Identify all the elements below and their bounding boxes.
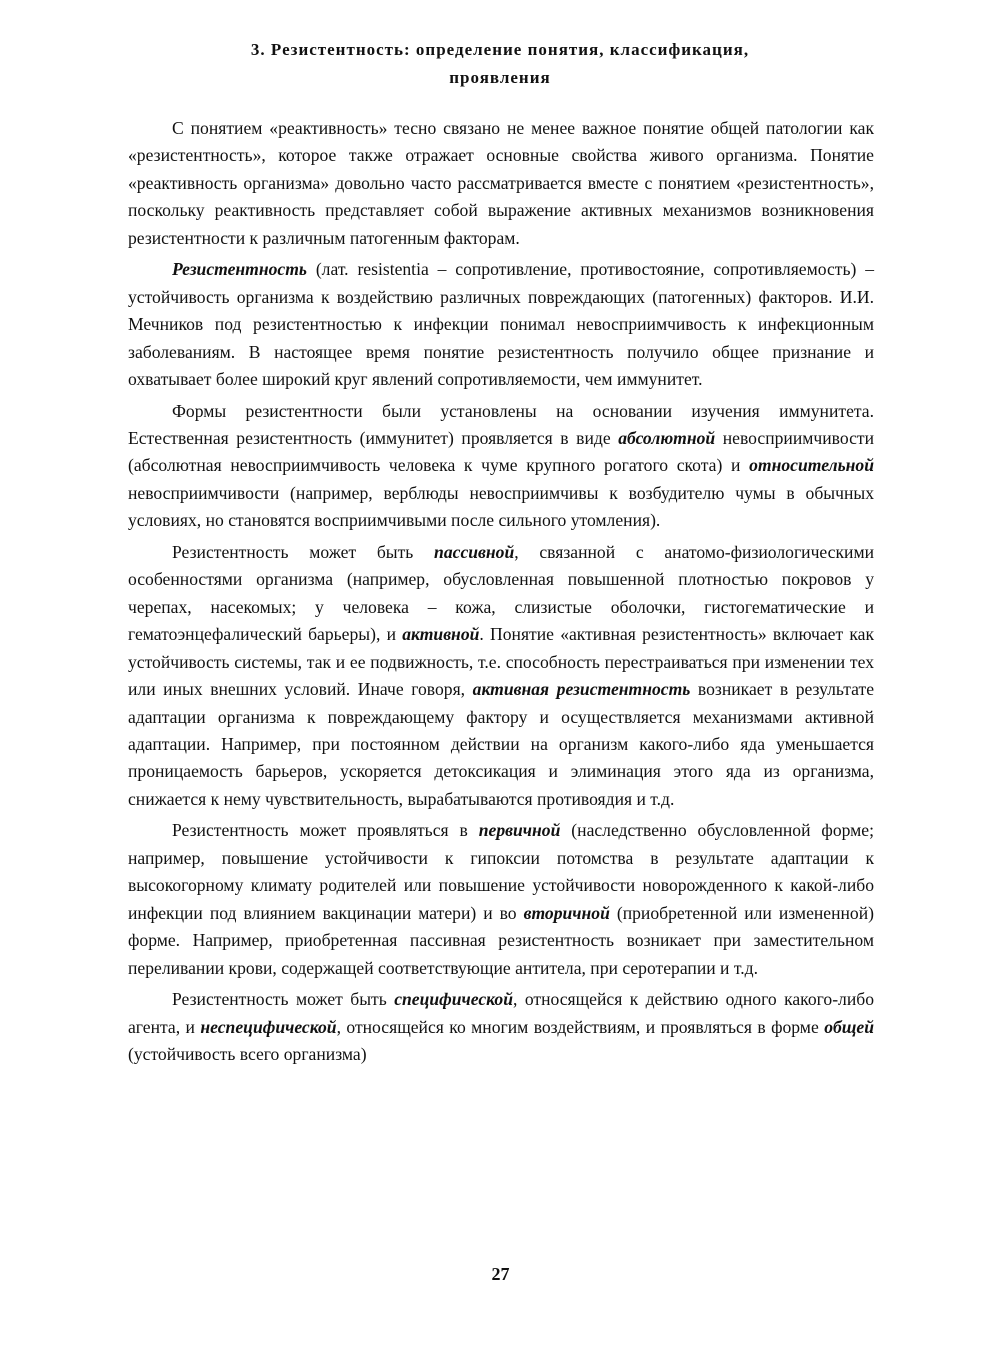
- text-run: возникает в результате адаптации организма к повреждающему фактору и осуществляется механизмами активной адаптации. Например, при постоянном действии на организм какого-либо яда уменьшается проницаемость барьеров, ускоряется детоксикация и элиминация этого яда из организма, снижается к нему чувствительность, вырабатываются противоядия и т.д.: [128, 679, 875, 809]
- paragraph: [128, 398, 874, 535]
- section-heading: [120, 36, 880, 92]
- text-run: . Понятие «активная резистентность» включает как устойчивость системы, так и ее подвижность, т.е. способность перестраиваться при изменении тех или иных внешних условий. Иначе говоря,: [128, 624, 874, 700]
- emphasized-term: специфической: [394, 989, 513, 1010]
- emphasized-term: первичной: [478, 820, 561, 841]
- text-run: Резистентность может быть: [172, 541, 435, 562]
- emphasized-term: активная резистентность: [472, 679, 691, 700]
- paragraph: [128, 817, 874, 982]
- text-run: (лат. resistentia – сопротивление, противостояние, сопротивляемость) – устойчивость организма к воздействию различных повреждающих (патогенных) факторов. И.И. Мечников под резистентностью к инфекции понимал невосприимчивость к инфекционным заболеваниям. В настоящее время понятие резистентность получило общее признание и охватывает более широкий круг явлений сопротивляемости, чем иммунитет.: [128, 259, 874, 390]
- text-run: Резистентность может быть: [172, 989, 395, 1010]
- text-run: (наследственно обусловленной форме; например, повышение устойчивости к гипоксии потомства в результате адаптации к высокогорному климату родителей или повышение устойчивости новорожденного к какой-либо инфекции под влиянием вакцинации матери) и во: [128, 820, 874, 923]
- text-run: , связанной с анатомо-физиологическими особенностями организма (например, обусловленная повышенной плотностью покровов у черепах, насекомых; у человека – кожа, слизистые оболочки, гистогематические и гематоэнцефалический барьеры), и: [128, 541, 875, 645]
- text-run: Формы резистентности были установлены на основании изучения иммунитета. Естественная резистентность (иммунитет) проявляется в виде: [128, 400, 874, 448]
- text-run: невосприимчивости (например, верблюды невосприимчивы к возбудителю чумы в обычных условиях, но становятся восприимчивыми после сильного утомления).: [128, 482, 874, 531]
- emphasized-term: абсолютной: [618, 427, 716, 448]
- text-run: (устойчивость всего организма): [128, 1043, 367, 1064]
- emphasized-term: Резистентность: [172, 259, 307, 280]
- body-text: [128, 115, 874, 1072]
- paragraph: [128, 115, 874, 252]
- emphasized-term: неспецифической: [200, 1016, 337, 1037]
- text-run: Резистентность может проявляться в: [172, 820, 479, 841]
- paragraph: [128, 256, 874, 393]
- emphasized-term: активной: [402, 624, 480, 645]
- section-heading-line-1: 3. Резистентность: определение понятия, классификация,: [250, 40, 750, 59]
- text-run: , относящейся к действию одного какого-либо агента, и: [128, 989, 875, 1037]
- page-number: 27: [491, 1264, 510, 1284]
- emphasized-term: пассивной: [434, 541, 515, 562]
- emphasized-term: вторичной: [523, 902, 610, 923]
- paragraph: [128, 539, 874, 814]
- text-run: С понятием «реактивность» тесно связано не менее важное понятие общей патологии как «резистентность», которое также отражает основные свойства живого организма. Понятие «реактивность организма» довольно часто рассматривается вместе с понятием «резистентность», поскольку реактивность представляет собой выражение активных механизмов возникновения резистентности к различным патогенным факторам.: [128, 118, 874, 248]
- text-run: невосприимчивости (абсолютная невосприимчивость человека к чуме крупного рогатого скота) и: [128, 427, 874, 476]
- emphasized-term: относительной: [749, 455, 874, 476]
- paragraph: [128, 986, 874, 1068]
- emphasized-term: общей: [824, 1016, 875, 1037]
- section-heading-line-2: проявления: [449, 68, 551, 87]
- text-run: (приобретенной или измененной) форме. Например, приобретенная пассивная резистентность возникает при заместительном переливании крови, содержащей соответствующие антитела, при серотерапии и т.д.: [128, 902, 875, 978]
- text-run: , относящейся ко многим воздействиям, и проявляться в форме: [336, 1016, 825, 1037]
